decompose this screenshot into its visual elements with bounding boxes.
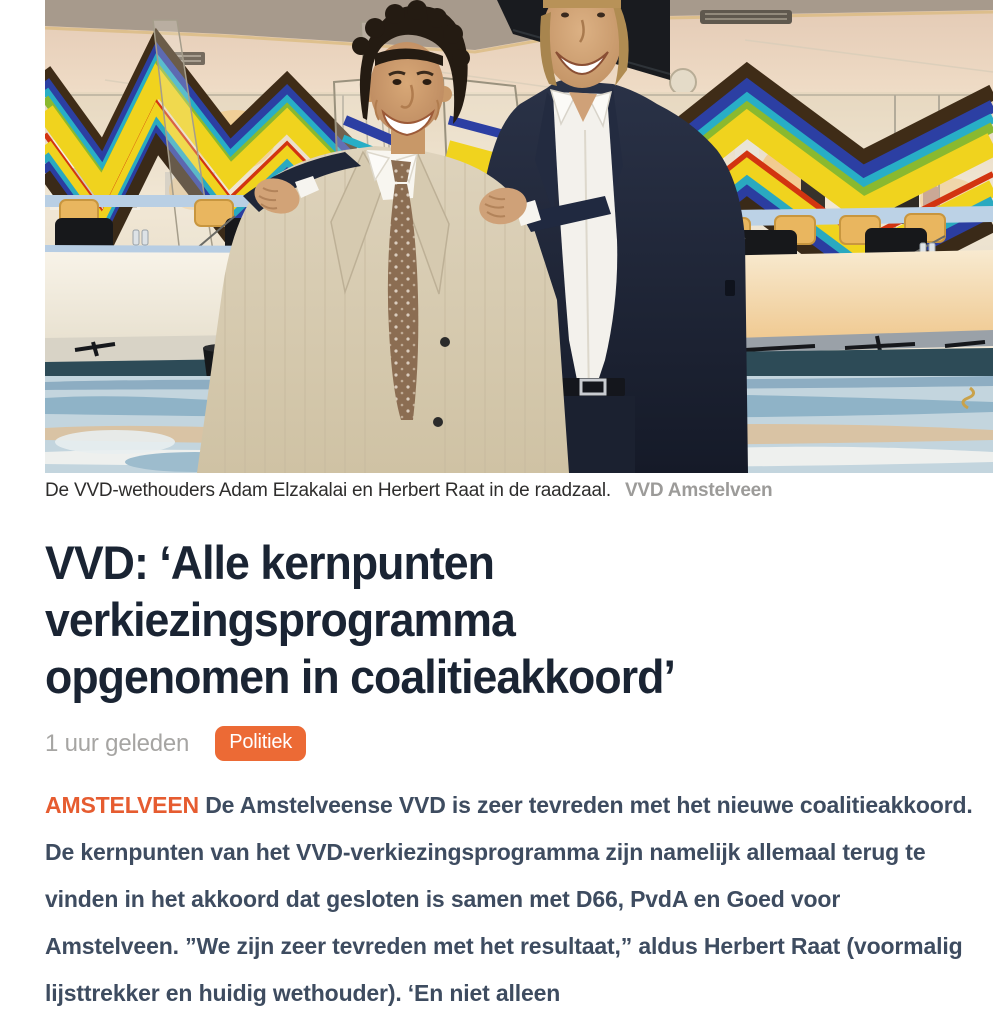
article-photo bbox=[45, 0, 993, 473]
photo-credit: VVD Amstelveen bbox=[624, 480, 773, 501]
photo-caption-row bbox=[45, 479, 971, 503]
category-badge[interactable]: Politiek bbox=[215, 726, 306, 761]
article-lead-location: AMSTELVEEN bbox=[45, 792, 199, 818]
article-timestamp: 1 uur geleden bbox=[45, 729, 190, 757]
council-chamber-photo bbox=[45, 0, 993, 473]
article-body-text: De Amstelveense VVD is zeer tevreden met het nieuwe coalitieakkoord. De kernpunten van het VVD-verkiezingsprogramma zijn namelijk allemaal terug te vinden in het akkoord dat gesloten is samen met D66, PvdA en Goed voor Amstelveen. ”We zijn zeer tevreden met het resultaat,” aldus Herbert Raat (voormalig lijsttrekker en huidig wethouder). ‘En niet alleen bbox=[45, 792, 973, 1006]
article-title-line-1: VVD: ‘Alle kernpunten bbox=[45, 536, 494, 589]
article-meta bbox=[45, 726, 306, 761]
article-title-line-3: opgenomen in coalitieakkoord’ bbox=[45, 650, 675, 703]
article-title bbox=[45, 534, 767, 705]
photo-caption: De VVD-wethouders Adam Elzakalai en Herbert Raat in de raadzaal. bbox=[45, 480, 611, 501]
article-body bbox=[45, 782, 975, 1017]
article-title-line-2: verkiezingsprogramma bbox=[45, 593, 515, 646]
